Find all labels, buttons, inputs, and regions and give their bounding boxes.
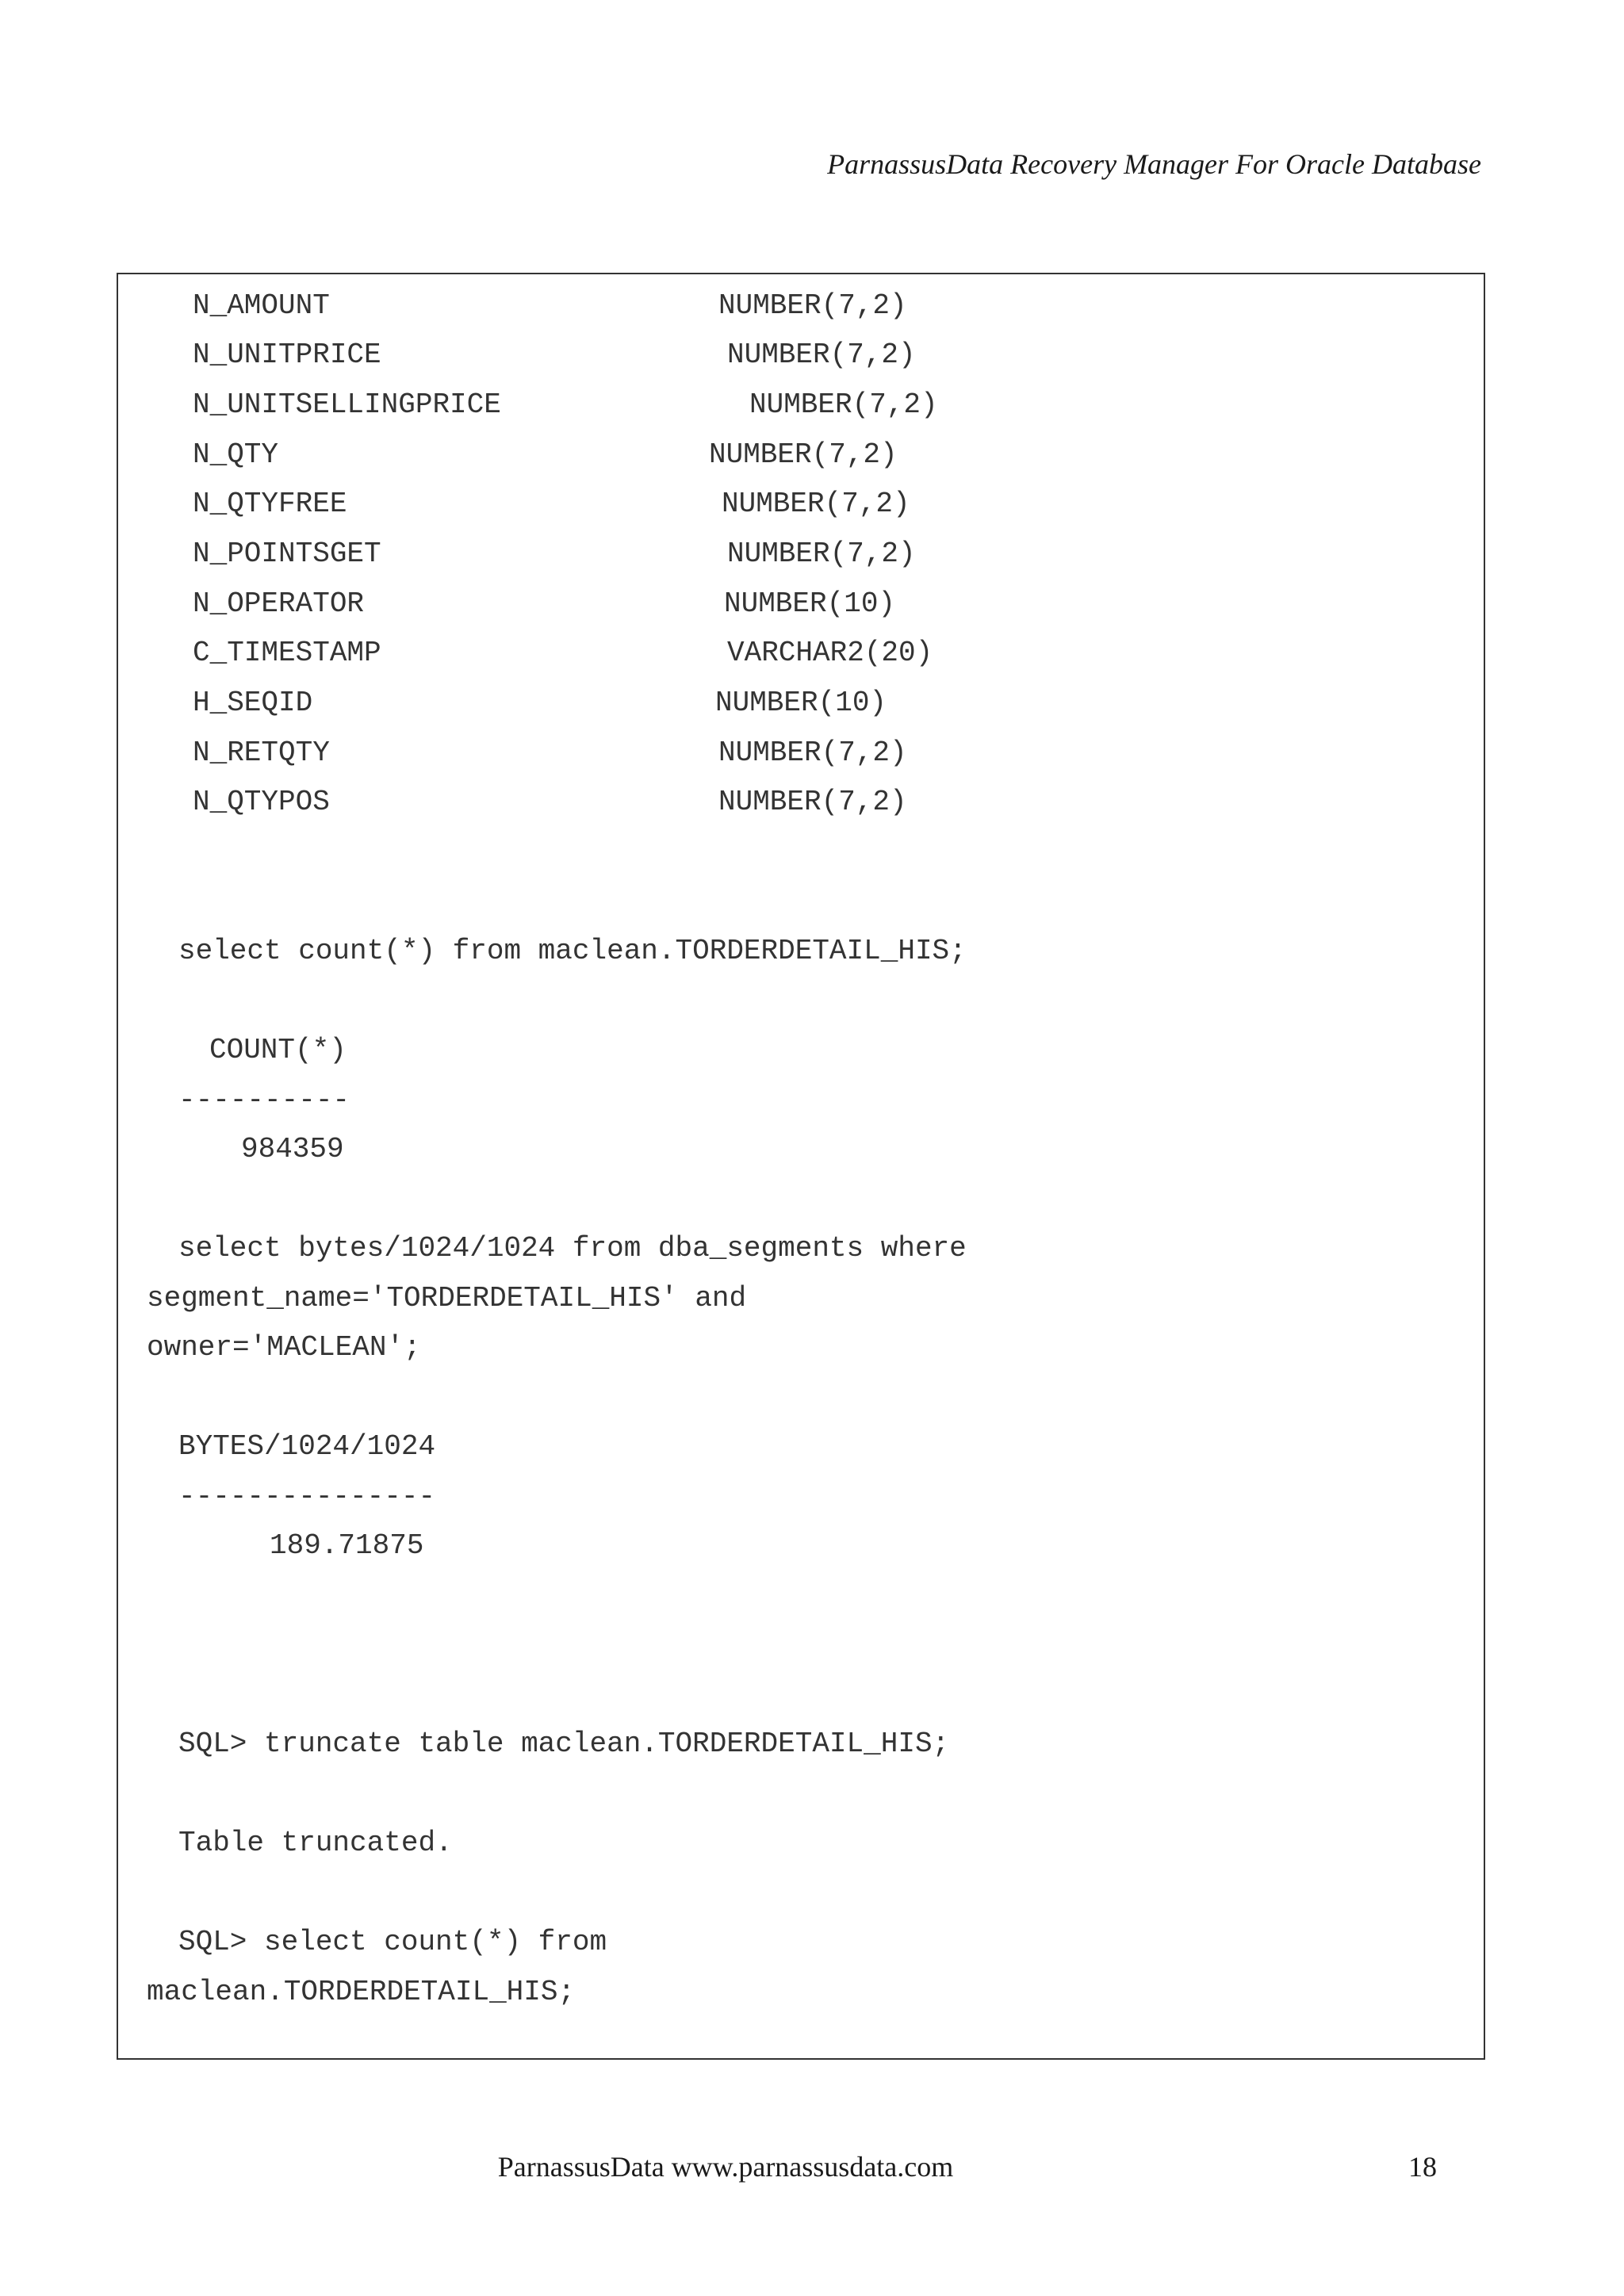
- column-name: H_SEQID: [193, 687, 313, 719]
- recount-query-line: SQL> select count(*) from: [178, 1926, 607, 1958]
- page-number: 18: [1408, 2151, 1437, 2183]
- column-type: NUMBER(7,2): [722, 488, 910, 520]
- bytes-query-line: segment_name='TORDERDETAIL_HIS' and: [147, 1282, 747, 1314]
- column-type: NUMBER(10): [715, 687, 887, 719]
- count-result-value: 984359: [241, 1133, 344, 1165]
- column-type: NUMBER(7,2): [718, 737, 907, 769]
- column-type: NUMBER(7,2): [749, 388, 938, 421]
- column-type: VARCHAR2(20): [727, 637, 933, 669]
- column-name: N_QTYFREE: [193, 488, 347, 520]
- count-result-divider: ----------: [178, 1084, 350, 1116]
- page-footer-text: ParnassusData www.parnassusdata.com: [497, 2151, 954, 2183]
- column-type: NUMBER(7,2): [727, 339, 916, 371]
- column-type: NUMBER(7,2): [727, 538, 916, 570]
- truncate-result: Table truncated.: [178, 1827, 453, 1859]
- column-name: N_QTYPOS: [193, 786, 330, 818]
- column-name: C_TIMESTAMP: [193, 637, 381, 669]
- column-type: NUMBER(10): [724, 587, 896, 620]
- truncate-command: SQL> truncate table maclean.TORDERDETAIL_HIS;: [178, 1728, 950, 1760]
- column-name: N_POINTSGET: [193, 538, 381, 570]
- recount-query-line: maclean.TORDERDETAIL_HIS;: [147, 1976, 576, 2008]
- column-name: N_UNITPRICE: [193, 339, 381, 371]
- column-type: NUMBER(7,2): [718, 786, 907, 818]
- column-name: N_RETQTY: [193, 737, 330, 769]
- bytes-result-header: BYTES/1024/1024: [178, 1430, 436, 1463]
- column-type: NUMBER(7,2): [709, 438, 898, 471]
- bytes-result-value: 189.71875: [270, 1529, 424, 1562]
- count-query: select count(*) from maclean.TORDERDETAIL_HIS;: [178, 935, 967, 967]
- column-name: N_UNITSELLINGPRICE: [193, 388, 501, 421]
- bytes-result-divider: ---------------: [178, 1480, 436, 1513]
- page-header-title: ParnassusData Recovery Manager For Oracle Database: [827, 148, 1481, 180]
- column-name: N_AMOUNT: [193, 289, 330, 322]
- column-name: N_QTY: [193, 438, 279, 471]
- bytes-query-line: select bytes/1024/1024 from dba_segments where: [178, 1232, 967, 1265]
- column-name: N_OPERATOR: [193, 587, 365, 620]
- bytes-query-line: owner='MACLEAN';: [147, 1331, 421, 1364]
- count-result-header: COUNT(*): [209, 1034, 347, 1066]
- column-type: NUMBER(7,2): [718, 289, 907, 322]
